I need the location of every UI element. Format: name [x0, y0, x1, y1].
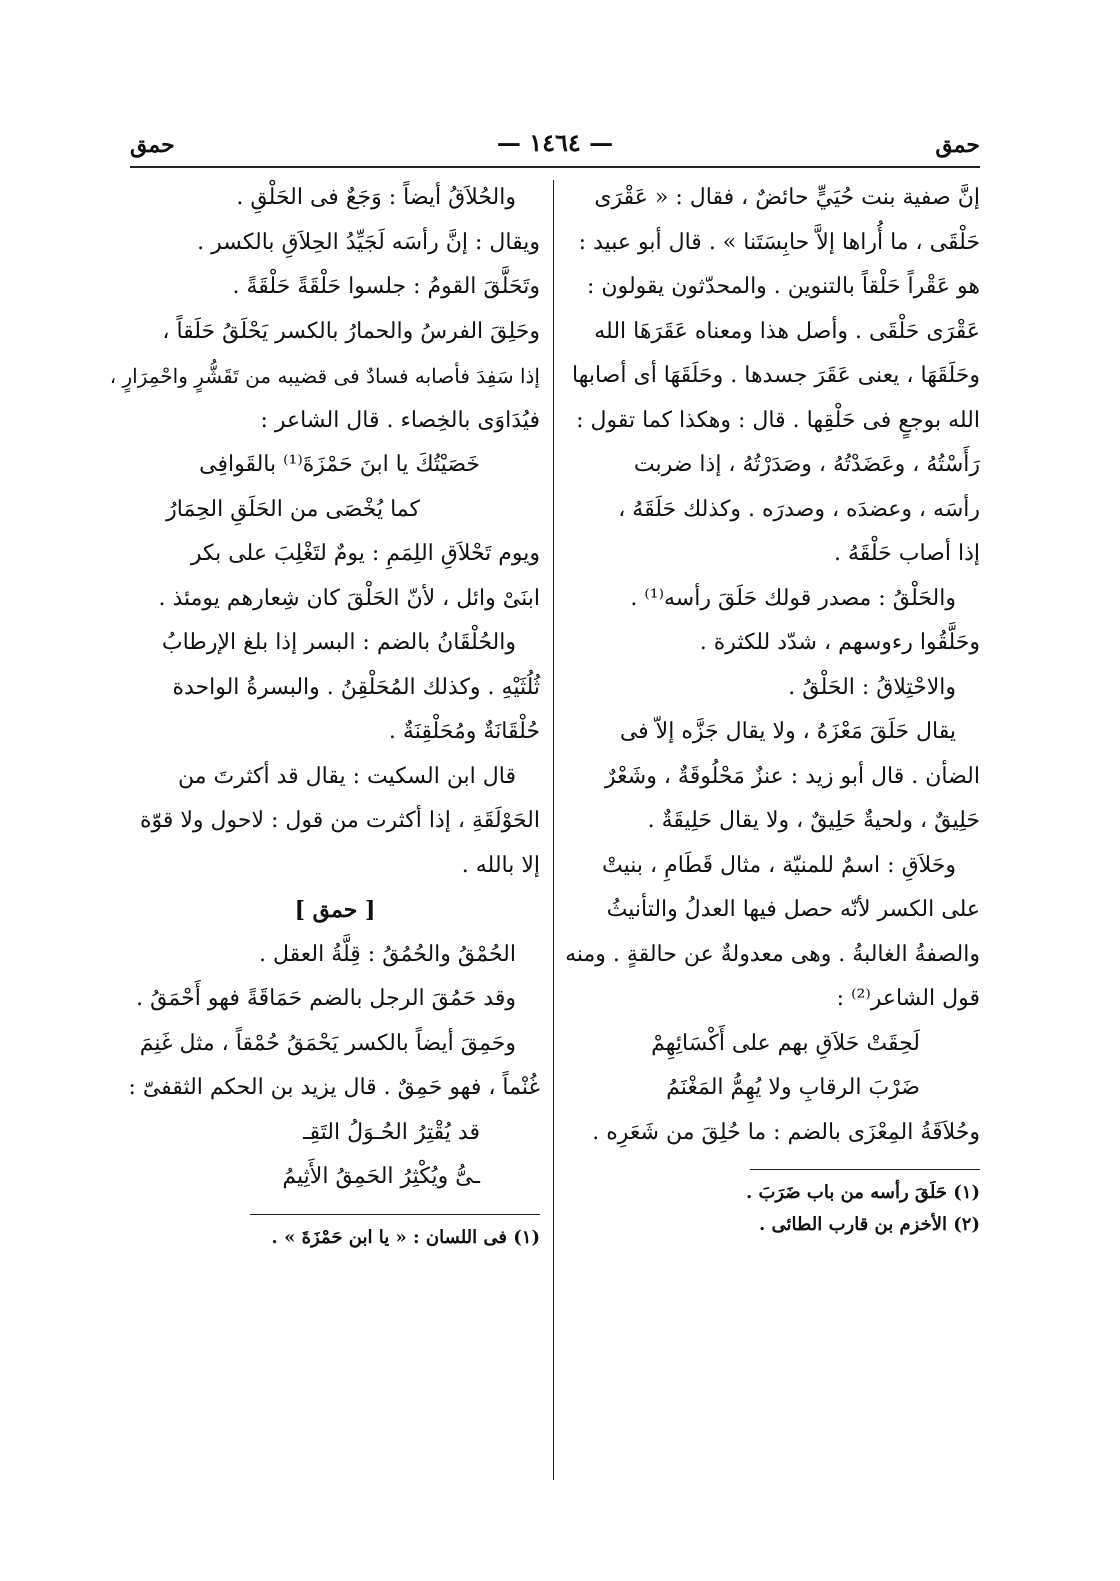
- text-line: قول الشاعر⁽²⁾ :: [836, 986, 980, 1011]
- text-line: والاحْتِلاقُ : الحَلْقُ .: [788, 674, 956, 700]
- footnote: (١) حَلَقَ رأسه من باب ضَرَبَ .: [745, 1182, 980, 1203]
- entry-heading: [ حمق ]: [294, 897, 376, 923]
- footnote-rule: [750, 1169, 980, 1171]
- text-line: الحُمْقُ والحُمُقُ : قِلَّةُ العقل .: [259, 941, 516, 967]
- header-rule: [130, 166, 980, 168]
- left-column: [109, 176, 540, 1254]
- text-line: ابنَىْ وائل ، لأنّ الحَلْقَ كان شِعارهم يومئذ .: [158, 585, 540, 611]
- text-line: حُلْقَانَةٌ ومُحَلْقِنَةٌ .: [388, 719, 540, 744]
- text-line: رَأَسْتُهُ ، وعَضَدْتُهُ ، وصَدَرْتُهُ ، إذا ضربت: [633, 452, 980, 477]
- text-line: الله بوجعٍ فى حَلْقِها . قال : وهكذا كما تقول :: [576, 407, 980, 433]
- text-line: وتَحَلَّقَ القومُ : جلسوا حَلْقَةً حَلْقَةً .: [232, 274, 540, 299]
- footnote-rule: [250, 1214, 540, 1216]
- verse-line: كما يُخْصَى من الحَلَقِ الحِمَارُ: [166, 496, 420, 522]
- verse-line: ضَرْبَ الرقابِ ولا يُهِمُّ المَغْنَمُ: [666, 1075, 920, 1100]
- text-line: إذا سَفِدَ فأصابه فسادٌ فى قضيبه من تَقَشُّرٍ واحْمِرَارٍ ،: [109, 364, 540, 388]
- page-header: [130, 128, 980, 164]
- text-line: والحُلْقَانُ بالضم : البسر إذا بلغ الإرطابُ: [161, 630, 516, 655]
- text-line: والحَلْقُ : مصدر قولك حَلَقَ رأسه⁽¹⁾ .: [630, 585, 956, 611]
- text-line: والحُلاَقُ أيضاً : وَجَعٌ فى الحَلْقِ .: [236, 185, 516, 210]
- text-line: وحُلاَقَةُ المِعْزَى بالضم : ما حُلِقَ من شَعَرِه .: [592, 1119, 980, 1145]
- text-line: يقال حَلَقَ مَعْزَهُ ، ولا يقال جَزَّه إلاّ فى: [619, 719, 956, 744]
- text-line: الضأن . قال أبو زيد : عنزٌ مَحْلُوقَةٌ ، وشَعْرٌ: [605, 763, 980, 789]
- verse-line: خَصَيْتُكَ يا ابنَ حَمْزَةَ⁽¹⁾ بالقَوافِى: [199, 452, 480, 477]
- header-entry-word-left: حمق: [130, 132, 175, 158]
- text-line: حَلِيقٌ ، ولحيةٌ حَلِيقٌ ، ولا يقال حَلِيقَةٌ .: [647, 808, 980, 833]
- text-line: وحَمِقَ أيضاً بالكسر يَحْمَقُ حُمْقاً ، مثل غَنِمَ: [139, 1030, 516, 1056]
- text-line: غُنْماً ، فهو حَمِقٌ . قال يزيد بن الحكم الثقفىّ :: [128, 1075, 540, 1100]
- text-line: حَلْقَى ، ما أُراها إلاَّ حابِسَتَنا » . قال أبو عبيد :: [578, 229, 980, 255]
- header-entry-word-right: حمق: [935, 132, 980, 158]
- text-line: وقد حَمُقَ الرجل بالضم حَمَاقَةً فهو أَحْمَقُ .: [136, 986, 516, 1011]
- text-line: وحَلَّقُوا رءوسهم ، شدّد للكثرة .: [699, 630, 980, 655]
- text-line: هو عَقْراً حَلْقاً بالتنوين . والمحدّثون يقولون :: [587, 274, 980, 299]
- text-line: ثُلُثَيْهِ . وكذلك المُحَلْقِنُ . والبسرةُ الواحدة: [172, 674, 540, 700]
- text-line: إذا أصاب حَلْقَهُ .: [833, 541, 980, 566]
- text-line: والصفةُ الغالبةُ . وهى معدولةٌ عن حالقةٍ . ومنه: [565, 941, 980, 967]
- text-line: عَقْرَى حَلْقَى . وأصل هذا ومعناه عَقَرَهَا الله: [594, 318, 980, 344]
- text-line: وحَلَقَهَا ، يعنى عَقَرَ جسدها . وحَلَقَهَا أى أصابها: [572, 363, 980, 388]
- verse-line: ـىُّ ويُكْثِرُ الحَمِقُ الأَثِيمُ: [282, 1164, 480, 1189]
- text-line: رأسَه ، وعضدَه ، وصدرَه . وكذلك حَلَقَهُ ،: [618, 496, 980, 522]
- right-column: [565, 176, 980, 1241]
- page-number: — ١٤٦٤ —: [496, 128, 614, 157]
- column-divider: [553, 180, 554, 1480]
- text-line: وحَلاَقِ : اسمٌ للمنيّة ، مثال قَطَامِ ، بنيتْ: [602, 852, 956, 878]
- text-line: وحَلِقَ الفرسُ والحمارُ بالكسر يَحْلَقُ حَلَقاً ،: [162, 318, 540, 344]
- text-line: فيُدَاوَى بالخِصاء . قال الشاعر :: [260, 407, 540, 433]
- verse-line: لَحِقَتْ حَلاَقِ بهم على أَكْسَائِهِمْ: [651, 1030, 920, 1056]
- text-line: إنَّ صفية بنت حُيَيٍّ حائضٌ ، فقال : « عَقْرَى: [594, 185, 980, 210]
- text-line: إلا بالله .: [461, 852, 540, 878]
- footnote: (١) فى اللسان : « يا ابن حَمْزَةَ » .: [271, 1226, 540, 1248]
- verse-line: قد يُقْتِرُ الحُـوَلُ التَقِـ: [303, 1119, 480, 1145]
- text-line: قال ابن السكيت : يقال قد أكثرتَ من: [178, 763, 516, 789]
- footnote: (٢) الأخزم بن قارب الطائى .: [759, 1214, 980, 1235]
- text-line: الحَوْلَقَةِ ، إذا أكثرت من قول : لاحول ولا قوّة: [139, 808, 540, 833]
- text-line: على الكسر لأنّه حصل فيها العدلُ والتأنيثُ: [606, 897, 980, 922]
- text-line: ويوم تَحْلاَقِ اللِمَمِ : يومٌ لتَغْلِبَ على بكر: [190, 541, 540, 566]
- text-line: ويقال : إنَّ رأسَه لَجَيِّدُ الحِلاَقِ بالكسر .: [197, 229, 540, 255]
